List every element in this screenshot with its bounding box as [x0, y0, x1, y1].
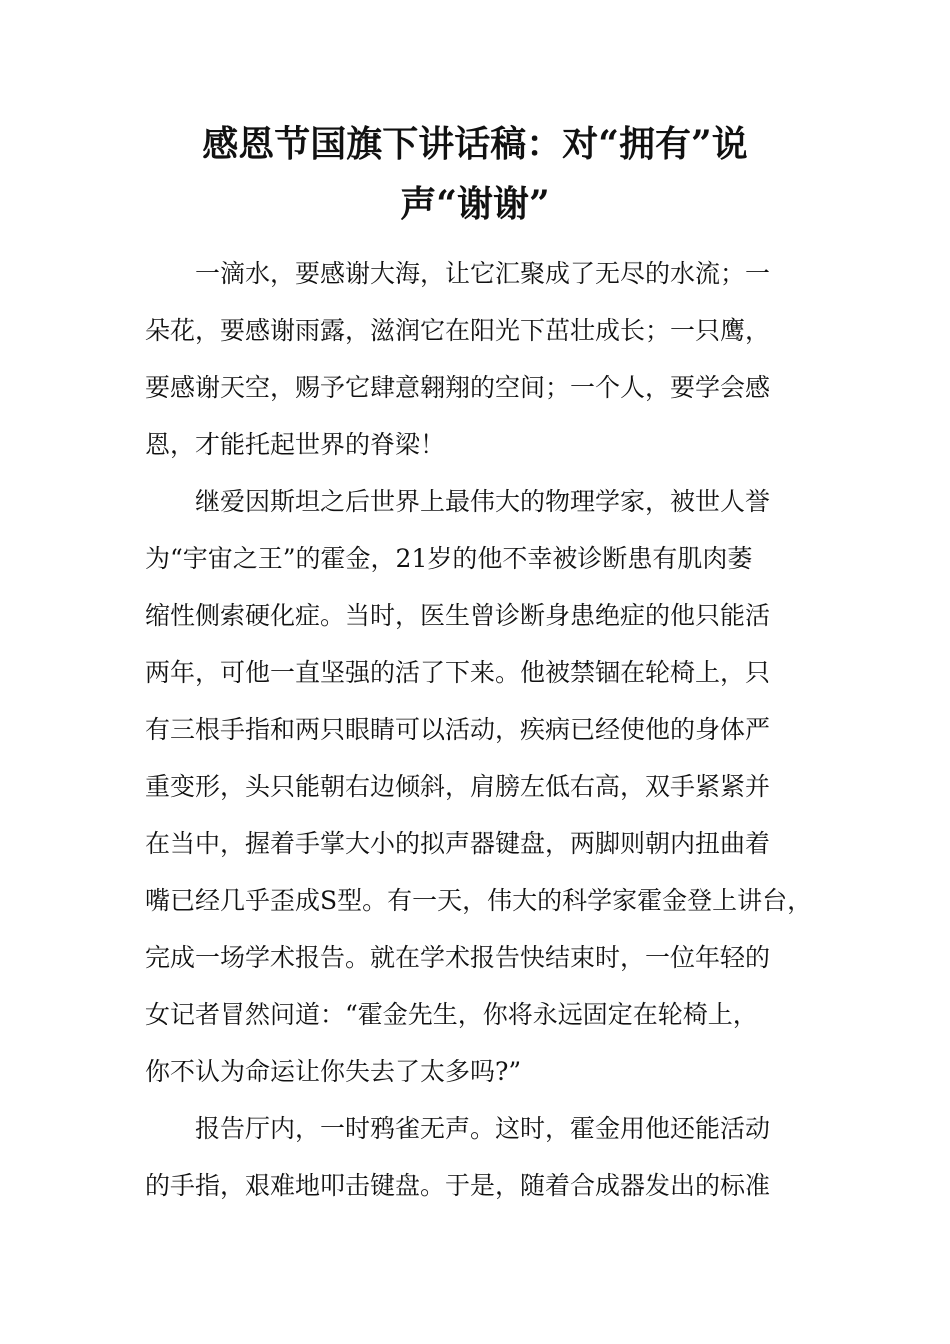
body-line-17: 的手指，艰难地叩击键盘。于是，随着合成器发出的标准	[145, 1171, 771, 1200]
document-title-line-1: 感恩节国旗下讲话稿：对“拥有”说	[202, 123, 748, 165]
body-line-8: 两年，可他一直坚强的活了下来。他被禁锢在轮椅上，只	[145, 658, 771, 687]
document-title-line-2: 声“谢谢”	[400, 183, 550, 225]
body-line-2: 朵花，要感谢雨露，滋润它在阳光下茁壮成长；一只鹰，	[145, 316, 771, 345]
body-line-4: 恩，才能托起世界的脊梁！	[145, 430, 446, 459]
body-line-12: 嘴已经几乎歪成S型。有一天，伟大的科学家霍金登上讲台，	[145, 886, 813, 915]
body-line-3: 要感谢天空，赐予它肆意翱翔的空间；一个人，要学会感	[145, 373, 771, 402]
body-line-9: 有三根手指和两只眼睛可以活动，疾病已经使他的身体严	[145, 715, 771, 744]
body-line-5: 继爱因斯坦之后世界上最伟大的物理学家，被世人誉	[145, 487, 771, 516]
body-line-6: 为“宇宙之王”的霍金，21岁的他不幸被诊断患有肌肉萎	[145, 544, 753, 573]
body-line-15: 你不认为命运让你失去了太多吗?”	[145, 1057, 522, 1086]
body-line-16: 报告厅内，一时鸦雀无声。这时，霍金用他还能活动	[145, 1114, 771, 1143]
body-line-11: 在当中，握着手掌大小的拟声器键盘，两脚则朝内扭曲着	[145, 829, 771, 858]
body-line-1: 一滴水，要感谢大海，让它汇聚成了无尽的水流；一	[145, 259, 771, 288]
body-line-10: 重变形，头只能朝右边倾斜，肩膀左低右高，双手紧紧并	[145, 772, 771, 801]
body-line-7: 缩性侧索硬化症。当时，医生曾诊断身患绝症的他只能活	[145, 601, 771, 630]
body-line-13: 完成一场学术报告。就在学术报告快结束时，一位年轻的	[145, 943, 771, 972]
body-line-14: 女记者冒然问道：“霍金先生，你将永远固定在轮椅上，	[145, 1000, 758, 1029]
